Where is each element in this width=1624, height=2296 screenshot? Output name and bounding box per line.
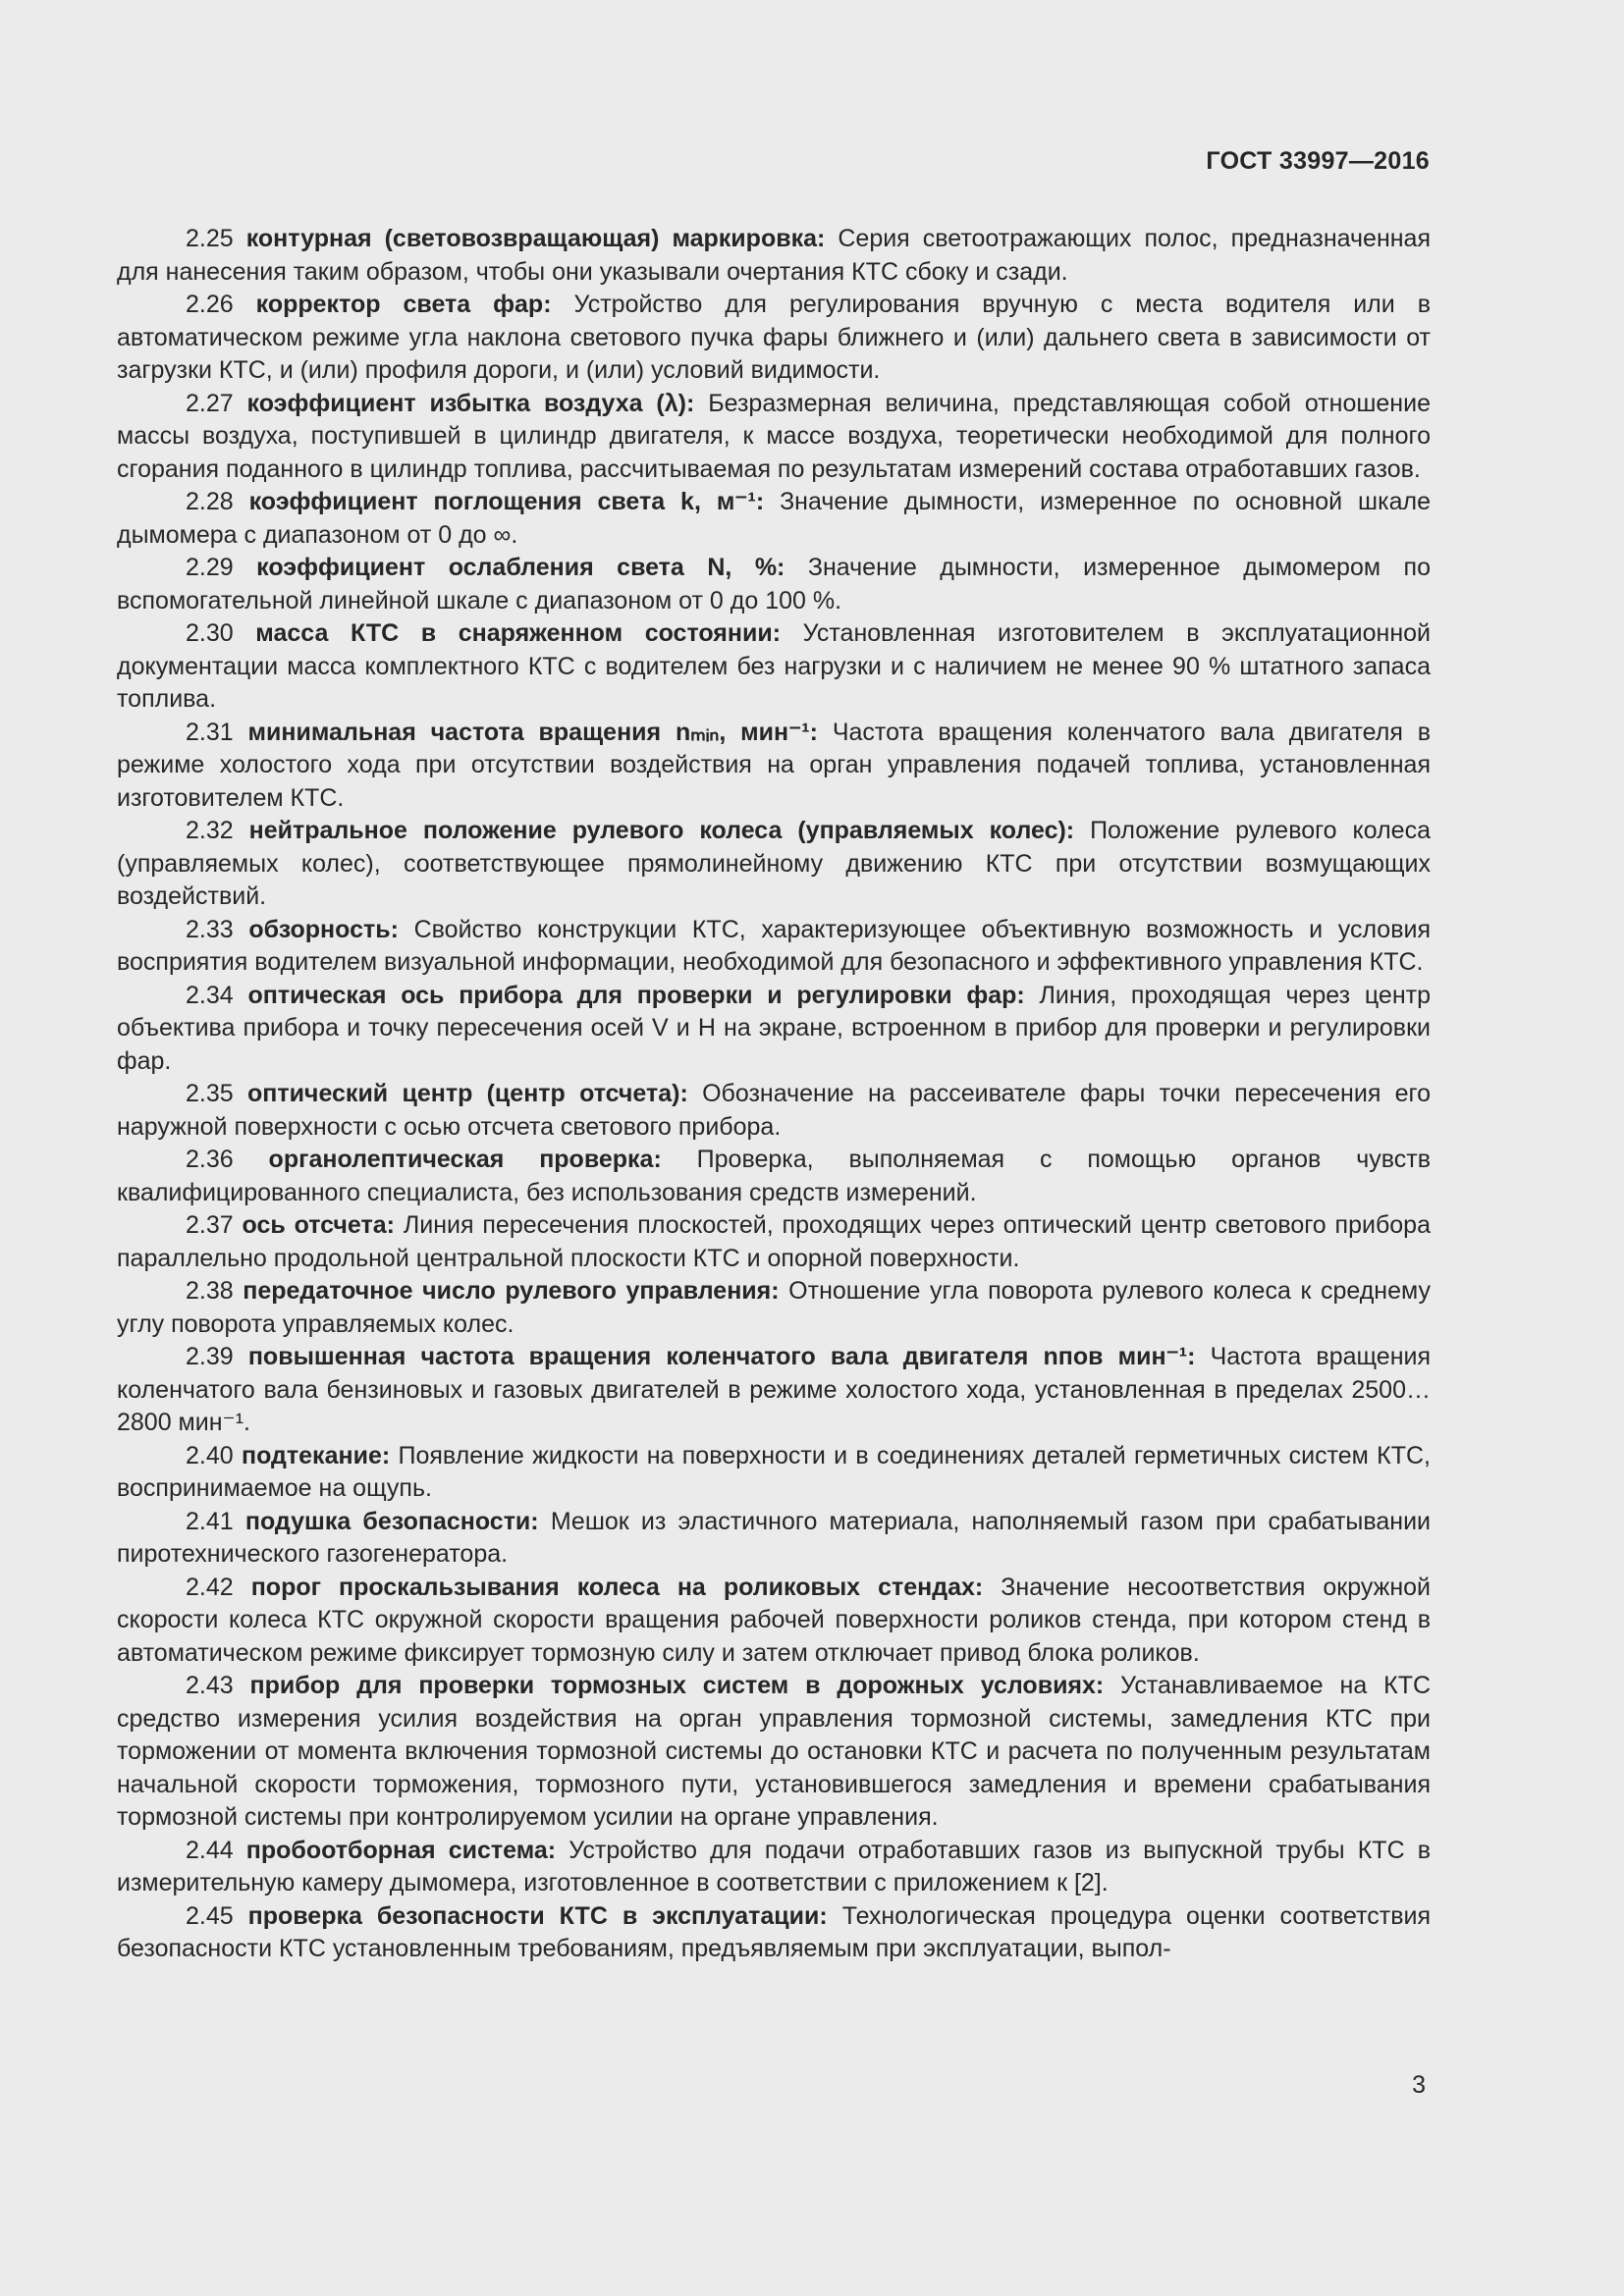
definition-entry-2-39 <box>117 1341 1431 1440</box>
entry-term: контурная (световозвращающая) маркировка: <box>245 225 826 252</box>
entry-number: 2.45 <box>186 1901 234 1930</box>
definition-entry-2-43 <box>117 1670 1431 1835</box>
entry-number: 2.41 <box>186 1507 234 1535</box>
entry-number: 2.36 <box>186 1146 234 1173</box>
entry-definition: Значение дымности, измеренное по основной шкале дымомера с диапазоном от 0 до ∞. <box>117 488 1431 549</box>
entry-definition: Появление жидкости на поверхности и в соединениях деталей герметичных систем КТС, воспринимаемое на ощупь. <box>117 1441 1432 1502</box>
entry-number: 2.42 <box>186 1573 234 1601</box>
page-number: 3 <box>1412 2071 1426 2099</box>
entry-definition: Частота вращения коленчатого вала бензиновых и газовых двигателей в режиме холостого хода, установленная в пределах 2500…2800 мин⁻¹. <box>117 1343 1432 1436</box>
entry-term: ось отсчета: <box>242 1211 395 1239</box>
entry-number: 2.31 <box>186 718 234 746</box>
entry-number: 2.30 <box>186 619 234 647</box>
definition-entry-2-27 <box>117 388 1431 487</box>
entry-term: оптический центр (центр отсчета): <box>246 1080 688 1107</box>
entry-term: повышенная частота вращения коленчатого вала двигателя nпов мин⁻¹: <box>247 1343 1196 1370</box>
definition-entry-2-41 <box>117 1506 1431 1572</box>
definition-entry-2-31 <box>117 717 1431 816</box>
definition-entry-2-33 <box>117 914 1431 980</box>
entry-term: прибор для проверки тормозных систем в дорожных условиях: <box>249 1672 1105 1699</box>
entry-number: 2.40 <box>186 1441 234 1469</box>
entry-definition: Технологическая процедура оценки соответствия безопасности КТС установленным требованиям, предъявляемым при эксплуатации, выпол- <box>117 1901 1432 1962</box>
entry-definition: Значение дымности, измеренное дымомером по вспомогательной линейной шкале с диапазоном от 0 до 100 %. <box>117 554 1431 614</box>
entry-definition: Положение рулевого колеса (управляемых колес), соответствующее прямолинейному движению КТС при отсутствии возмущающих воздействий. <box>117 817 1431 910</box>
definition-entry-2-26 <box>117 289 1431 388</box>
entry-definition: Линия пересечения плоскостей, проходящих через оптический центр светового прибора параллельно продольной центральной плоскости КТС и опорной поверхности. <box>117 1211 1431 1272</box>
entry-number: 2.44 <box>186 1836 234 1864</box>
entry-number: 2.34 <box>186 981 234 1009</box>
entry-number: 2.33 <box>186 915 234 943</box>
entry-term: обзорность: <box>248 915 399 943</box>
entry-definition: Мешок из эластичного материала, наполняемый газом при срабатывании пиротехнического газогенератора. <box>117 1507 1431 1568</box>
entry-term: подушка безопасности: <box>244 1507 539 1535</box>
definition-entry-2-38 <box>117 1275 1431 1341</box>
entry-number: 2.38 <box>186 1277 234 1305</box>
definition-entry-2-28 <box>117 486 1431 552</box>
entry-definition: Обозначение на рассеивателе фары точки пересечения его наружной поверхности с осью отсчета светового прибора. <box>117 1080 1432 1141</box>
entry-number: 2.28 <box>186 488 234 515</box>
definition-entry-2-30 <box>117 617 1431 717</box>
definition-entry-2-37 <box>117 1209 1431 1275</box>
entry-term: оптическая ось прибора для проверки и регулировки фар: <box>247 981 1025 1009</box>
entry-definition: Проверка, выполняемая с помощью органов чувств квалифицированного специалиста, без использования средств измерений. <box>117 1146 1431 1206</box>
entry-number: 2.29 <box>186 554 234 581</box>
definition-entry-2-34 <box>117 980 1431 1079</box>
entry-definition: Устройство для подачи отработавших газов из выпускной трубы КТС в измерительную камеру дымомера, изготовленное в соответствии с приложением к [2]. <box>117 1836 1431 1896</box>
document-header: ГОСТ 33997—2016 <box>1206 147 1430 175</box>
entry-term: корректор света фар: <box>255 291 552 318</box>
definition-entry-2-35 <box>117 1078 1431 1144</box>
entry-number: 2.26 <box>186 291 234 318</box>
entry-definition: Частота вращения коленчатого вала двигателя в режиме холостого хода при отсутствии воздействия на орган управления подачей топлива, установленная изготовителем КТС. <box>117 718 1432 812</box>
definition-entry-2-36 <box>117 1144 1431 1209</box>
entry-number: 2.39 <box>186 1343 234 1370</box>
definition-entry-2-25 <box>117 223 1431 289</box>
entry-number: 2.43 <box>186 1672 234 1699</box>
entry-number: 2.27 <box>186 389 234 417</box>
entry-definition: Отношение угла поворота рулевого колеса к среднему углу поворота управляемых колес. <box>117 1277 1431 1338</box>
entry-number: 2.35 <box>186 1080 234 1107</box>
definition-entry-2-42 <box>117 1572 1431 1671</box>
entry-number: 2.37 <box>186 1211 234 1239</box>
entry-definition: Значение несоответствия окружной скорости колеса КТС окружной скорости вращения рабочей поверхности роликов стенда, при котором стенд в автоматическом режиме фиксирует тормозную силу и затем отключает привод блока роликов. <box>117 1573 1432 1667</box>
definition-entry-2-40 <box>117 1440 1431 1506</box>
definition-entry-2-44 <box>117 1835 1431 1900</box>
entry-definition: Устройство для регулирования вручную с места водителя или в автоматическом режиме угла наклона светового пучка фары ближнего и (или) дальнего света в зависимости от загрузки КТС, и (или) профиля дороги, и (или) условий видимости. <box>117 291 1431 384</box>
entry-definition: Серия светоотражающих полос, предназначенная для нанесения таким образом, чтобы они указывали очертания КТС сбоку и сзади. <box>117 225 1431 286</box>
entry-definition: Безразмерная величина, представляющая собой отношение массы воздуха, поступившей в цилиндр двигателя, к массе воздуха, теоретически необходимой для полного сгорания поданного в цилиндр топлива, рассчитываемая по результатам измерений состава отработавших газов. <box>117 389 1431 483</box>
entry-definition: Линия, проходящая через центр объектива прибора и точку пересечения осей V и H на экране, встроенном в прибор для проверки и регулировки фар. <box>117 981 1431 1075</box>
entry-number: 2.32 <box>186 817 234 844</box>
entry-definition: Устанавливаемое на КТС средство измерения усилия воздействия на орган управления тормозной системы, замедления КТС при торможении от момента включения тормозной системы до остановки КТС и расчета по полученным результатам начальной скорости торможения, тормозного пути, установившегося замедления и времени срабатывания тормозной системы при контролируемом усилии на органе управления. <box>117 1672 1432 1831</box>
definition-entry-2-29 <box>117 552 1431 617</box>
entry-term: коэффициент поглощения света k, м⁻¹: <box>248 488 765 515</box>
entry-term: подтекание: <box>242 1441 391 1469</box>
entry-number: 2.25 <box>186 225 234 252</box>
definitions-list <box>117 223 1431 1966</box>
entry-term: передаточное число рулевого управления: <box>243 1277 780 1305</box>
entry-term: порог проскальзывания колеса на роликовых стендах: <box>250 1573 984 1601</box>
entry-term: коэффициент избытка воздуха (λ): <box>246 389 695 417</box>
entry-definition: Свойство конструкции КТС, характеризующее объективную возможность и условия восприятия водителем визуальной информации, необходимой для безопасного и эффективного управления КТС. <box>117 915 1431 976</box>
entry-term: коэффициент ослабления света N, %: <box>256 554 785 581</box>
entry-definition: Установленная изготовителем в эксплуатационной документации масса комплектного КТС с водителем без нагрузки и с наличием не менее 90 % штатного запаса топлива. <box>117 619 1432 713</box>
entry-term: проверка безопасности КТС в эксплуатации: <box>247 1901 828 1930</box>
entry-term: органолептическая проверка: <box>268 1146 662 1173</box>
entry-term: нейтральное положение рулевого колеса (управляемых колес): <box>248 817 1075 844</box>
definition-entry-2-45 <box>117 1900 1431 1966</box>
entry-term: пробоотборная система: <box>245 1836 557 1864</box>
entry-term: минимальная частота вращения nₘᵢₙ, мин⁻¹: <box>247 718 818 746</box>
definition-entry-2-32 <box>117 815 1431 914</box>
entry-term: масса КТС в снаряженном состоянии: <box>255 619 782 647</box>
